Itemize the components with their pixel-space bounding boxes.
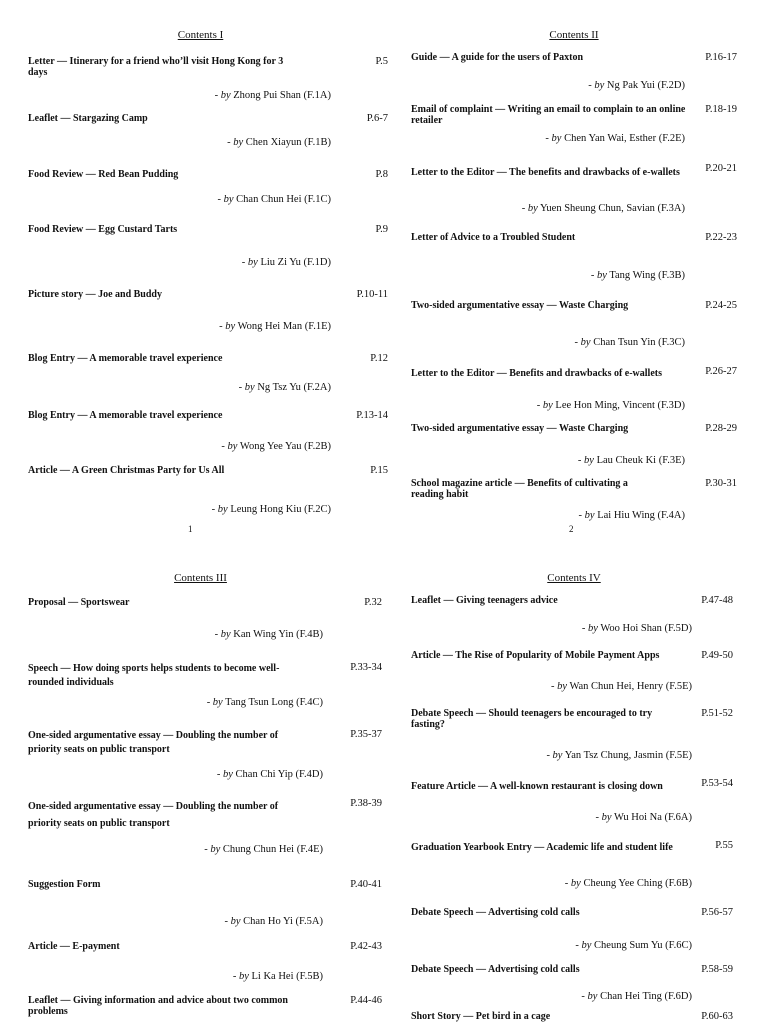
author-name: Yan Tsz Chung, Jasmin (F.5E): [564, 750, 692, 761]
by-prefix: - by: [219, 321, 236, 332]
entry-pages: P.53-54: [701, 778, 733, 789]
entry-author: [411, 681, 692, 692]
entry-pages: P.40-41: [350, 879, 382, 890]
entry-title: One-sided argumentative essay — Doubling the number of priority seats on public transport: [28, 730, 279, 755]
entry-title: Letter to the Editor — Benefits and drawbacks of e-wallets: [411, 368, 662, 379]
entry-title: Debate Speech — Advertising cold calls: [411, 907, 580, 918]
entry-author: [411, 812, 692, 823]
entry-pages: P.33-34: [350, 662, 382, 673]
entry-author: [411, 878, 692, 889]
entry-pages: P.6-7: [366, 113, 388, 124]
contents-section-4: [411, 0, 737, 1024]
entry-title: School magazine article — Benefits of cultivating a reading habit: [411, 478, 628, 500]
author-name: Woo Hoi Shan (F.5D): [600, 623, 692, 634]
entry-pages: P.44-46: [350, 995, 382, 1006]
entry-pages: P.20-21: [705, 163, 737, 174]
entry-author: [28, 697, 323, 708]
author-name: Chan Chun Hei (F.1C): [236, 194, 331, 205]
page-number: 1: [188, 524, 193, 534]
entry-author: [411, 623, 692, 634]
entry-title: Picture story — Joe and Buddy: [28, 289, 162, 300]
author-name: Chan Ho Yi (F.5A): [243, 916, 323, 927]
entry-pages: P.12: [370, 353, 388, 364]
entry-pages: P.28-29: [705, 423, 737, 434]
entry-title: Feature Article — A well-known restaurant is closing down: [411, 781, 663, 792]
entry-pages: P.22-23: [705, 232, 737, 243]
entry-pages: P.18-19: [705, 104, 737, 115]
section-heading: Contents II: [549, 29, 599, 41]
entry-title: Debate Speech — Advertising cold calls: [411, 964, 580, 975]
entry-title: One-sided argumentative essay — Doubling the number of priority seats on public transport: [28, 801, 279, 829]
entry-title: Email of complaint — Writing an email to complain to an online retailer: [411, 104, 686, 126]
entry-pages: P.49-50: [701, 650, 733, 661]
entry-pages: P.58-59: [701, 964, 733, 975]
author-name: Lai Hiu Wing (F.4A): [597, 510, 685, 521]
entry-pages: P.16-17: [705, 52, 737, 63]
author-name: Wu Hoi Na (F.6A): [613, 812, 692, 823]
entry-pages: P.32: [364, 597, 382, 608]
by-prefix: - by: [595, 812, 612, 823]
entry-title: Guide — A guide for the users of Paxton: [411, 52, 584, 63]
entry-title: Letter to the Editor — The benefits and drawbacks of e-wallets: [411, 167, 680, 178]
entry-pages: P.56-57: [701, 907, 733, 918]
author-name: Chan Hei Ting (F.6D): [600, 991, 692, 1002]
entry-title: Suggestion Form: [28, 879, 101, 890]
author-name: Ng Pak Yui (F.2D): [606, 80, 685, 91]
entry-pages: P.10-11: [356, 289, 388, 300]
entry-title: Two-sided argumentative essay — Waste Charging: [411, 300, 629, 311]
entry-title: Food Review — Red Bean Pudding: [28, 169, 179, 180]
entry-pages: P.35-37: [350, 729, 382, 740]
by-prefix: - by: [227, 137, 244, 148]
by-prefix: - by: [521, 203, 538, 214]
entry-pages: P.55: [715, 840, 733, 851]
author-name: Tang Wing (F.3B): [609, 270, 685, 281]
author-name: Wong Yee Yau (F.2B): [239, 441, 331, 452]
entry-pages: P.42-43: [350, 941, 382, 952]
by-prefix: - by: [546, 750, 563, 761]
entry-title: Article — A Green Christmas Party for Us All: [28, 465, 225, 476]
by-prefix: - by: [575, 940, 592, 951]
entry-title: Leaflet — Giving information and advice about two common problems: [28, 995, 288, 1017]
entry-author: [28, 916, 323, 927]
by-prefix: - by: [214, 629, 231, 640]
entry-pages: P.8: [375, 169, 388, 180]
page-number: 2: [569, 524, 574, 534]
author-name: Li Ka Hei (F.5B): [251, 971, 323, 982]
by-prefix: - by: [564, 878, 581, 889]
entry-pages: P.60-63: [701, 1011, 733, 1022]
by-prefix: - by: [211, 504, 228, 515]
author-name: Chung Chun Hei (F.4E): [222, 844, 323, 855]
author-name: Chan Chi Yip (F.4D): [235, 769, 323, 780]
by-prefix: - by: [224, 916, 241, 927]
author-name: Yuen Sheung Chun, Savian (F.3A): [540, 203, 685, 214]
by-prefix: - by: [216, 769, 233, 780]
author-name: Kan Wing Yin (F.4B): [233, 629, 323, 640]
author-name: Zhong Pui Shan (F.1A): [233, 90, 331, 101]
by-prefix: - by: [241, 257, 258, 268]
entry-title: Speech — How doing sports helps students to become well-rounded individuals: [28, 663, 280, 688]
by-prefix: - by: [577, 455, 594, 466]
by-prefix: - by: [238, 382, 255, 393]
entry-author: [411, 940, 692, 951]
by-prefix: - by: [574, 337, 591, 348]
entry-title: Leaflet — Giving teenagers advice: [411, 595, 558, 606]
entry-author: [411, 991, 692, 1002]
entry-pages: P.26-27: [705, 366, 737, 377]
entry-title: Blog Entry — A memorable travel experience: [28, 410, 223, 421]
author-name: Liu Zi Yu (F.1D): [260, 257, 331, 268]
entry-pages: P.51-52: [701, 708, 733, 719]
by-prefix: - by: [204, 844, 221, 855]
entry-title: Blog Entry — A memorable travel experience: [28, 353, 223, 364]
by-prefix: - by: [217, 194, 234, 205]
entry-title: Letter of Advice to a Troubled Student: [411, 232, 576, 243]
author-name: Cheung Sum Yu (F.6C): [594, 940, 692, 951]
by-prefix: - by: [206, 697, 223, 708]
by-prefix: - by: [214, 90, 231, 101]
entry-pages: P.15: [370, 465, 388, 476]
by-prefix: - by: [550, 681, 568, 692]
entry-pages: P.13-14: [356, 410, 388, 421]
entry-pages: P.9: [375, 224, 388, 235]
entry-pages: P.38-39: [350, 798, 382, 809]
by-prefix: - by: [232, 971, 249, 982]
author-name: Chan Tsun Yin (F.3C): [593, 337, 685, 348]
entry-title: Article — The Rise of Popularity of Mobile Payment Apps: [411, 650, 660, 661]
entry-pages: P.30-31: [705, 478, 737, 489]
author-name: Chen Xiayun (F.1B): [245, 137, 331, 148]
author-name: Cheung Yee Ching (F.6B): [583, 878, 692, 889]
author-name: Lau Cheuk Ki (F.3E): [596, 455, 685, 466]
section-heading: Contents I: [177, 29, 224, 41]
author-name: Wong Hei Man (F.1E): [237, 321, 331, 332]
author-name: Ng Tsz Yu (F.2A): [257, 382, 331, 393]
entry-pages: P.5: [375, 56, 388, 67]
by-prefix: - by: [536, 400, 553, 411]
by-prefix: - by: [221, 441, 238, 452]
entry-author: [28, 844, 323, 855]
by-prefix: - by: [588, 80, 605, 91]
author-name: Tang Tsun Long (F.4C): [225, 697, 323, 708]
section-heading: Contents III: [174, 572, 227, 584]
entry-title: Graduation Yearbook Entry — Academic life and student life: [411, 842, 673, 853]
author-name: Chen Yan Wai, Esther (F.2E): [564, 133, 685, 144]
entry-title: Proposal — Sportswear: [28, 597, 130, 608]
entry-author: [411, 750, 692, 761]
entry-title: Short Story — Pet bird in a cage: [411, 1011, 551, 1022]
author-name: Wan Chun Hei, Henry (F.5E): [569, 681, 692, 692]
entry-title: Two-sided argumentative essay — Waste Charging: [411, 423, 629, 434]
by-prefix: - by: [590, 270, 607, 281]
entry-title: Debate Speech — Should teenagers be encouraged to try fasting?: [411, 708, 653, 730]
entry-title: Letter — Itinerary for a friend who’ll visit Hong Kong for 3 days: [28, 56, 284, 78]
entry-author: [28, 971, 323, 982]
author-name: Leung Hong Kiu (F.2C): [230, 504, 331, 515]
author-name: Lee Hon Ming, Vincent (F.3D): [555, 400, 685, 411]
entry-title: Food Review — Egg Custard Tarts: [28, 224, 178, 235]
entry-author: [28, 769, 323, 780]
by-prefix: - by: [545, 133, 562, 144]
section-heading: Contents IV: [547, 572, 601, 584]
by-prefix: - by: [581, 623, 598, 634]
by-prefix: - by: [581, 991, 598, 1002]
entry-author: [28, 629, 323, 640]
entry-title: Article — E-payment: [28, 941, 120, 952]
by-prefix: - by: [578, 510, 595, 521]
entry-title: Leaflet — Stargazing Camp: [28, 113, 148, 124]
entry-pages: P.47-48: [701, 595, 733, 606]
entry-pages: P.24-25: [705, 300, 737, 311]
